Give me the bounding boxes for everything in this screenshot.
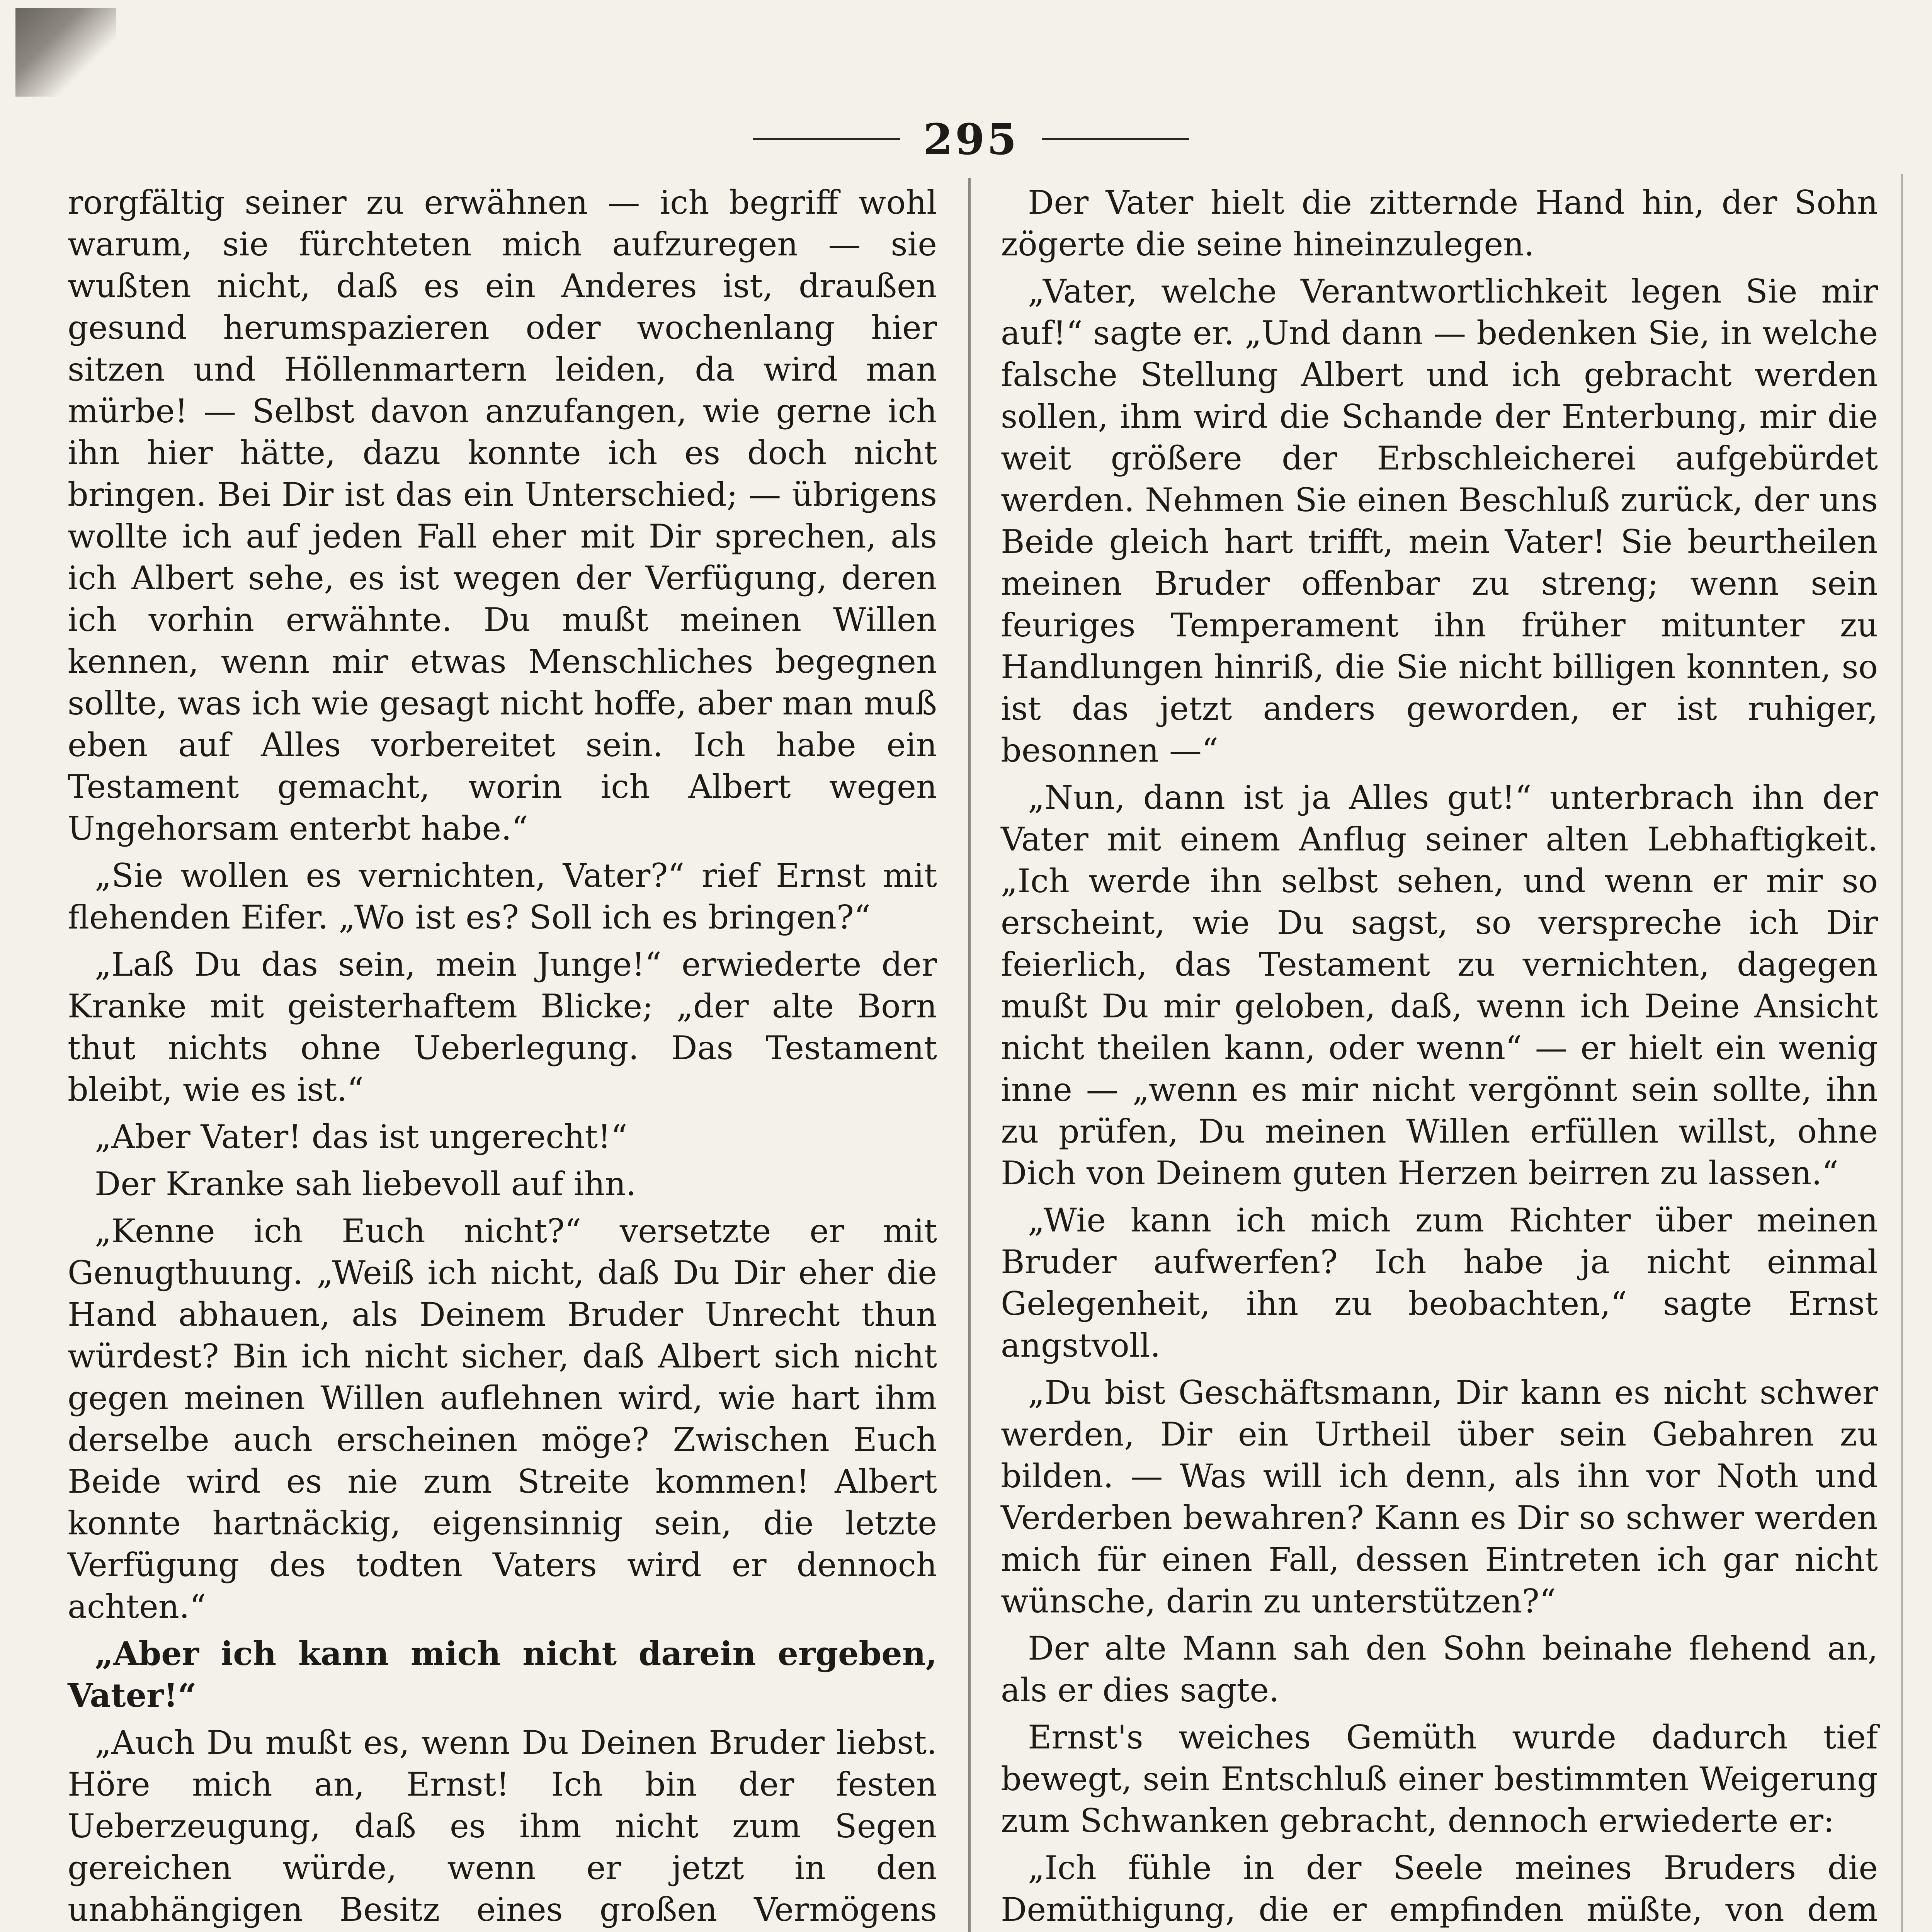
- paragraph: Der Kranke sah liebevoll auf ihn.: [95, 1165, 636, 1203]
- ink-smudge: [15, 8, 116, 97]
- paragraph: Der Vater hielt die zitternde Hand hin, der Sohn zögerte die seine hineinzulegen.: [1001, 184, 1878, 263]
- page-header: [0, 116, 1932, 162]
- paragraph: „Sie wollen es vernichten, Vater?“ rief Ernst mit flehenden Eifer. „Wo ist es? Soll ich es bringen?“: [68, 857, 937, 936]
- column-divider: [968, 178, 971, 1932]
- paragraph: „Du bist Geschäftsmann, Dir kann es nicht schwer werden, Dir ein Urtheil über sein Gebahren zu bilden. — Was will ich denn, als ihn vor Noth und Verderben bewahren? Kann es Dir so schwer werden mich für einen Fall, dessen Eintreten ich gar nicht wünsche, darin zu unterstützen?“: [1001, 1374, 1878, 1620]
- text-column-right: [1001, 182, 1878, 1932]
- page-number: 295: [923, 114, 1019, 164]
- paragraph: „Auch Du mußt es, wenn Du Deinen Bruder liebst. Höre mich an, Ernst! Ich bin der festen Ueberzeugung, daß es ihm nicht zum Segen gereichen würde, wenn er jetzt in den unabhängigen Besitz eines großen Vermögens: [68, 1724, 937, 1929]
- margin-line: [1901, 174, 1903, 1932]
- text-column-left: [68, 182, 937, 1932]
- paragraph: „Aber Vater! das ist ungerecht!“: [95, 1118, 628, 1156]
- paragraph: „Laß Du das sein, mein Junge!“ erwiederte der Kranke mit geisterhaftem Blicke; „der alte Born thut nichts ohne Ueberlegung. Das Testament bleibt, wie es ist.“: [68, 946, 937, 1109]
- paragraph: „Vater, welche Verantwortlichkeit legen Sie mir auf!“ sagte er. „Und dann — bedenken Sie, in welche falsche Stellung Albert und ich gebracht werden sollen, ihm wird die Schande der Enterbung, mir die weit größere der Erbschleicherei aufgebürdet werden. Nehmen Sie einen Beschluß zurück, der uns Beide gleich hart trifft, mein Vater! Sie beurtheilen meinen Bruder offenbar zu streng; wenn sein feuriges Temperament ihn früher mitunter zu Handlungen hinriß, die Sie nicht billigen konnten, so ist das jetzt anders geworden, er ist ruhiger, besonnen —“: [1001, 272, 1878, 769]
- header-rule-right: [1042, 138, 1189, 140]
- paragraph: „Ich fühle in der Seele meines Bruders die Demüthigung, die er empfinden müßte, von dem: [1001, 1849, 1878, 1929]
- paragraph: „Kenne ich Euch nicht?“ versetzte er mit Genugthuung. „Weiß ich nicht, daß Du Dir eher die Hand abhauen, als Deinem Bruder Unrecht thun würdest? Bin ich nicht sicher, daß Albert sich nicht gegen meinen Willen auflehnen wird, wie hart ihm derselbe auch erscheinen möge? Zwischen Euch Beide wird es nie zum Streite kommen! Albert konnte hartnäckig, eigensinnig sein, die letzte Verfügung des todten Vaters wird er dennoch achten.“: [68, 1212, 937, 1626]
- paragraph: „Wie kann ich mich zum Richter über meinen Bruder aufwerfen? Ich habe ja nicht einmal Gelegenheit, ihn zu beobachten,“ sagte Ernst angstvoll.: [1001, 1201, 1878, 1364]
- paragraph: „Nun, dann ist ja Alles gut!“ unterbrach ihn der Vater mit einem Anflug seiner alten Lebhaftigkeit. „Ich werde ihn selbst sehen, und wenn er mir so erscheint, wie Du sagst, so verspreche ich Dir feierlich, das Testament zu vernichten, dagegen mußt Du mir geloben, daß, wenn ich Deine Ansicht nicht theilen kann, oder wenn“ — er hielt ein wenig inne — „wenn es mir nicht vergönnt sein sollte, ihn zu prüfen, Du meinen Willen erfüllen willst, ohne Dich von Deinem guten Herzen beirren zu lassen.“: [1001, 779, 1878, 1192]
- header-rule-left: [753, 138, 900, 140]
- paragraph: Ernst's weiches Gemüth wurde dadurch tief bewegt, sein Entschluß einer bestimmten Weigerung zum Schwanken gebracht, dennoch erwiederte er:: [1001, 1718, 1878, 1840]
- paragraph: „Aber ich kann mich nicht darein ergeben, Vater!“: [68, 1634, 937, 1714]
- paragraph: rorgfältig seiner zu erwähnen — ich begriff wohl warum, sie fürchteten mich aufzuregen — sie wußten nicht, daß es ein Anderes ist, draußen gesund herumspazieren oder wochenlang hier sitzen und Höllenmartern leiden, da wird man mürbe! — Selbst davon anzufangen, wie gerne ich ihn hier hätte, dazu konnte ich es doch nicht bringen. Bei Dir ist das ein Unterschied; — übrigens wollte ich auf jeden Fall eher mit Dir sprechen, als ich Albert sehe, es ist wegen der Verfügung, deren ich vorhin erwähnte. Du mußt meinen Willen kennen, wenn mir etwas Menschliches begegnen sollte, was ich wie gesagt nicht hoffe, aber man muß eben auf Alles vorbereitet sein. Ich habe ein Testament gemacht, worin ich Albert wegen Ungehorsam enterbt habe.“: [68, 184, 937, 847]
- paragraph: Der alte Mann sah den Sohn beinahe flehend an, als er dies sagte.: [1001, 1629, 1878, 1709]
